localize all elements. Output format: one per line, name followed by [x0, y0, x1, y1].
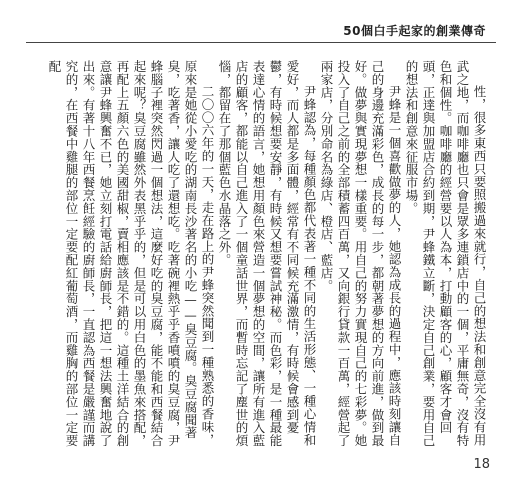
paragraph: 尹蜂是一個喜歡做夢的人，她認為成長的過程中，應該時刻讓自己的身邊充滿彩色，成長的每一步，都朝著夢想的方向前進，做到最好。做夢與實現夢想一樣重要。用自己的努力實現自己的七彩夢。她投入了自己之前的全部積蓄四百萬，又向銀行貸款一百萬，經營起了兩家店，分別命名為綠店、橙店、藍店。: [319, 60, 402, 447]
paragraph: 性，很多東西只要照搬過來就行，自己的想法和創意完全沒有用武之地，而咖啡廳也只會是眾多連鎖店中的一個，平庸無奇，沒有特色和個性。咖啡廳的經營要以人為本，打動顧客的心，顧客才會回頭，正達與加盟店合約到期，尹蜂鐵立斷，決定自己創業，要用自己的想法和創意來征服市場。: [404, 60, 487, 447]
paragraph: 尹蜂認為，每種顏色都代表著一種不同的生活形態、一種心情和愛好，而人都是多面體，經常有不同候充滿激情，有時候會感到憂鬱，有時候想要安靜，有時候又想要嘗試神秘。而色彩，是一種最能表達心情的語言，她想用顏色來營造一個夢想的空間，讓所有進入藍店的顧客，都能以自己進入了一個童話世界，而暫時忘記了塵世的煩惱，都留在了那個藍色水晶落之外。: [217, 60, 317, 447]
running-header: 50個白手起家的創業傳奇: [343, 24, 486, 38]
page-number: 18: [473, 457, 490, 472]
paragraph: 二〇〇六年的一天，走在路上的尹蜂突然聞到一種熟悉的香味，原來是她從小愛吃的湖南長沙著名的小吃——臭豆腐。臭豆腐聞著臭，吃著香，讓人吃了還想吃。吃著碗裡熱乎乎香噴噴的臭豆腐，尹蜂腦子裡突然閃過一個想法，這麼好吃的臭豆腐，能不能和西餐結合起來呢？臭豆腐雖然外表黑乎乎的，但是可以用白色的墨魚來搭配，再配上五顏六色的美國甜椒，賣相應該是不錯的。這種土洋結合的創意讓尹蜂興奮不已，她立刻打電話給廚師長，把這一想法興奮地說了出來。有著十八年西餐烹飪經驗的廚師長，一直認為西餐是嚴謹而講究的，在西餐中雞腿的部位一定要配紅葡萄酒，而雞胸的部位一定要配: [47, 60, 215, 447]
header-rule: [26, 42, 496, 43]
body-text: [47, 60, 488, 455]
